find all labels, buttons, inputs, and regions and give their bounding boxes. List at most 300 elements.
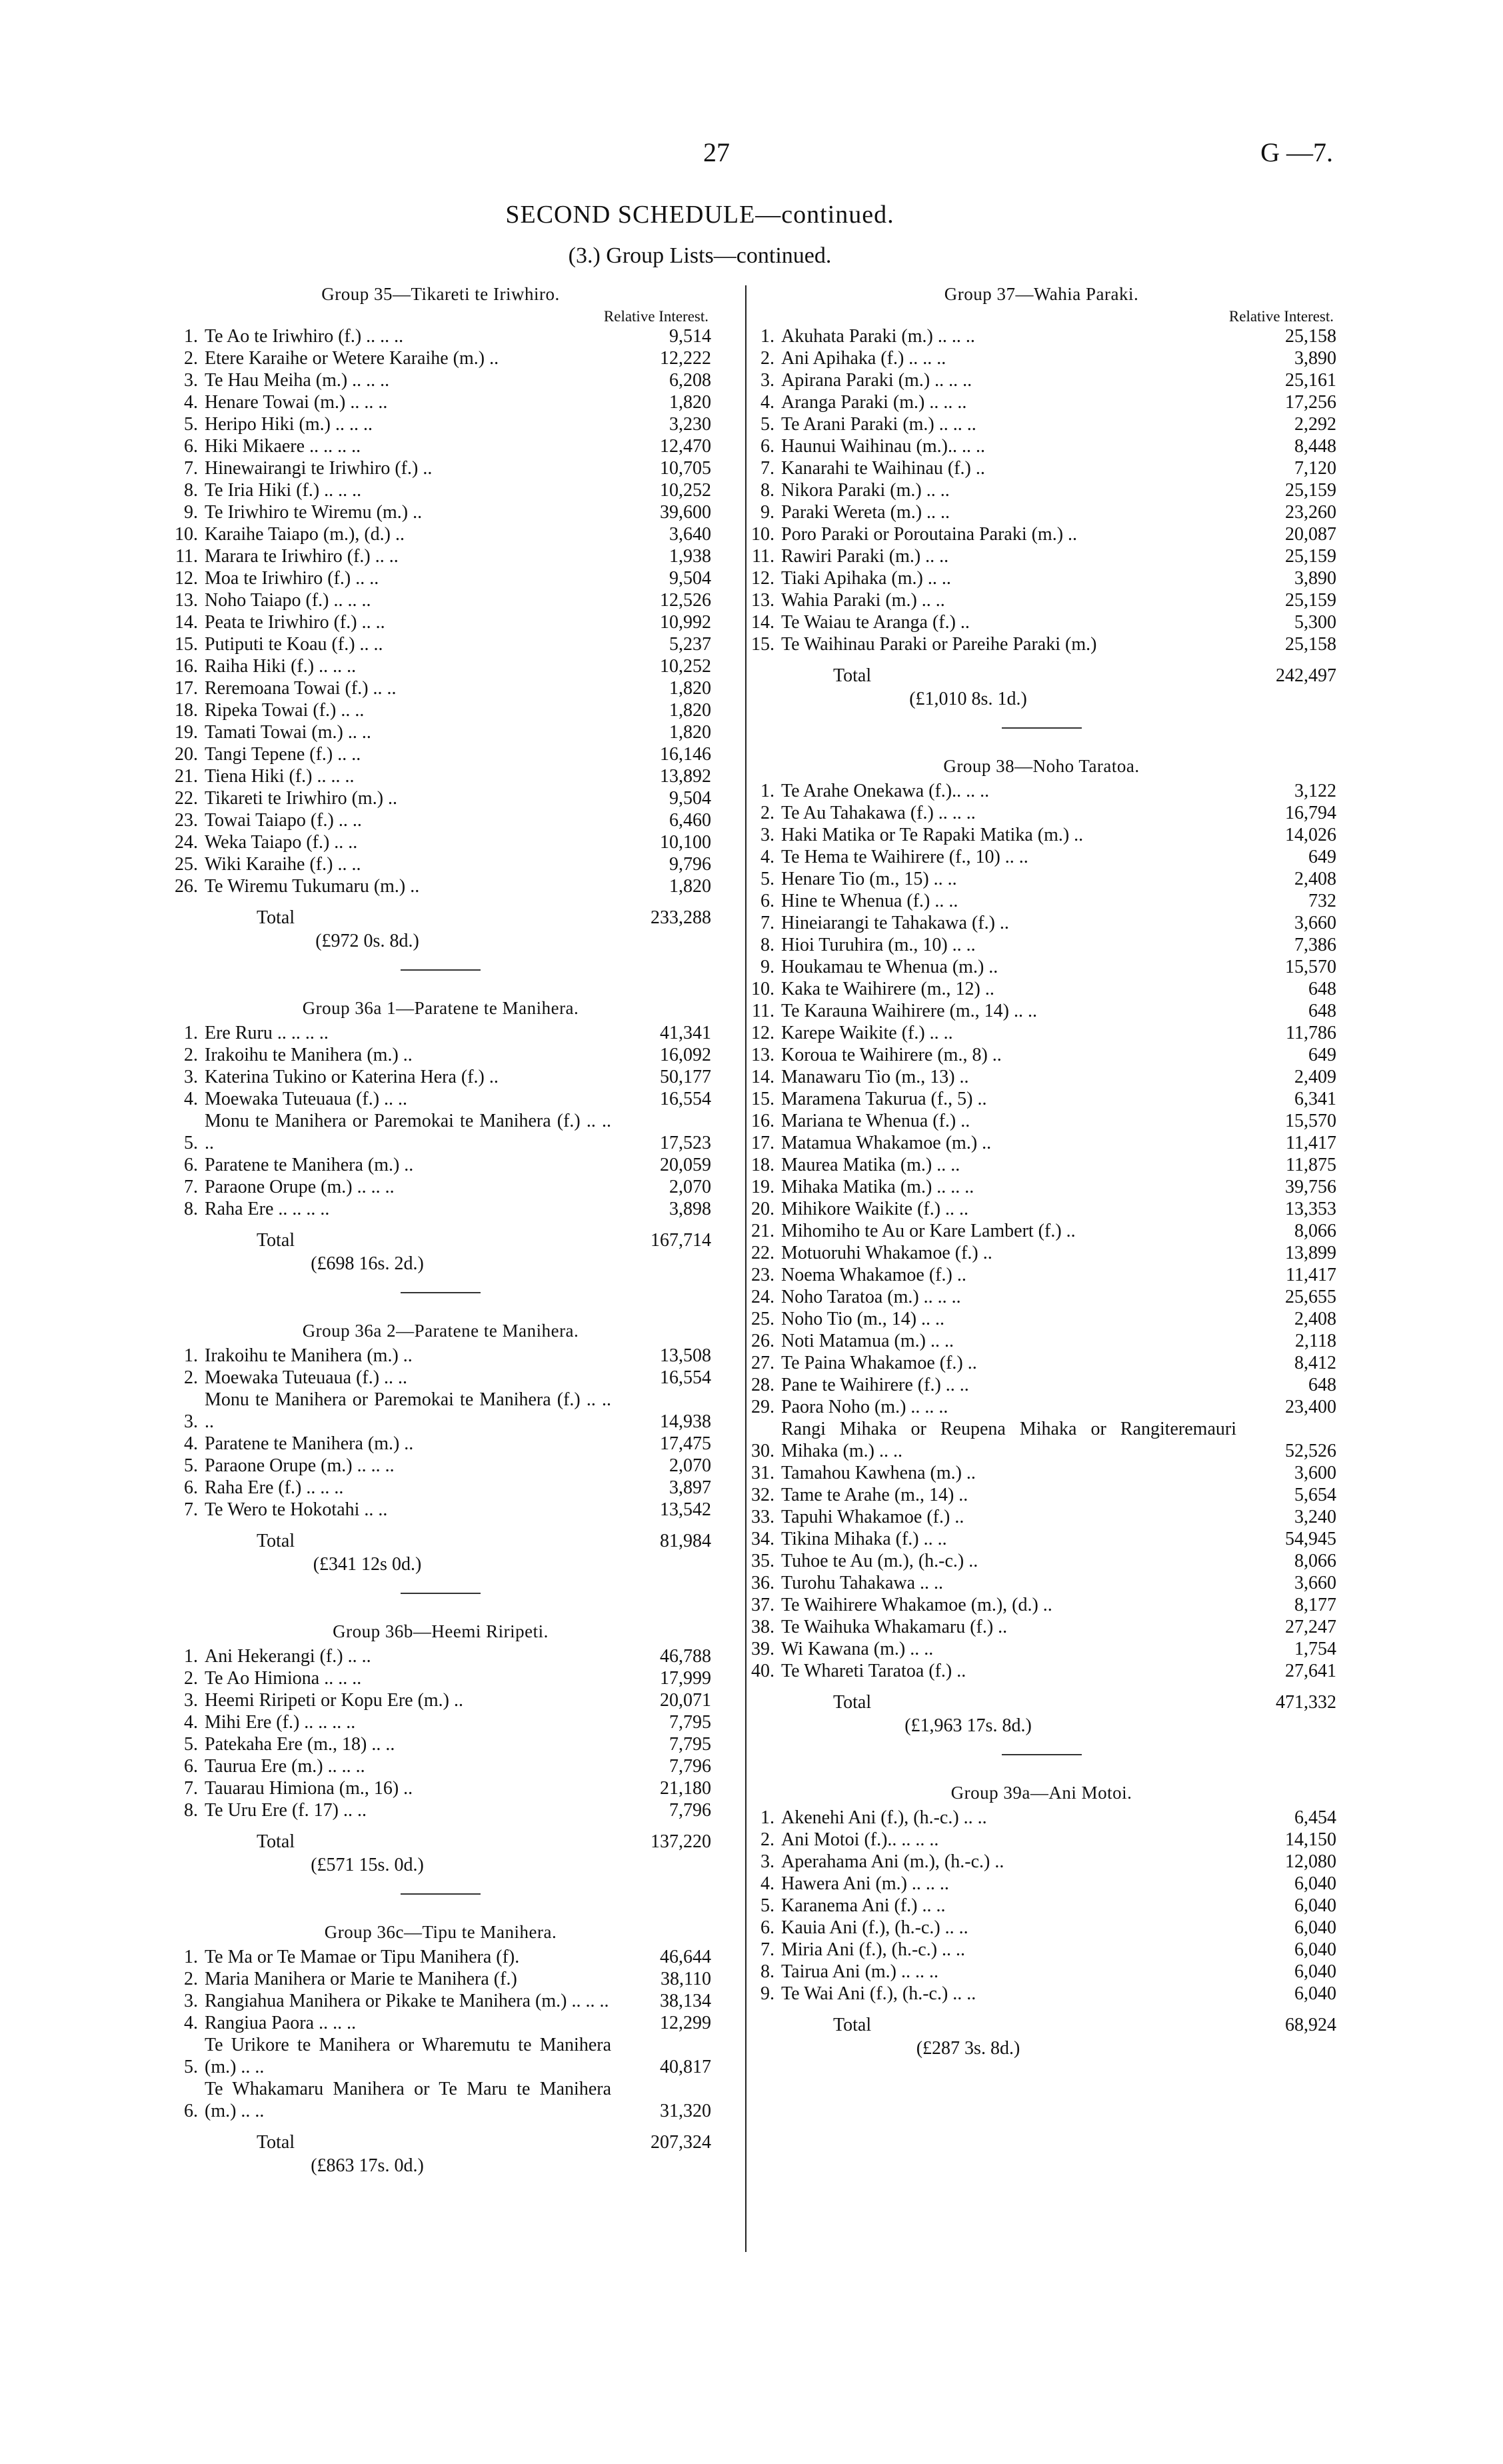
relative-interest-value: 25,159: [1285, 590, 1336, 611]
list-item: [747, 978, 1336, 1000]
member-name: Maria Manihera or Marie te Manihera (f.): [205, 1969, 517, 1989]
member-name: Weka Taiapo (f.) .. ..: [205, 832, 358, 853]
total-value: 233,288: [651, 907, 711, 928]
schedule-title: SECOND SCHEDULE—continued.: [505, 201, 894, 229]
member-name: Patekaha Ere (m., 18) .. ..: [205, 1734, 395, 1755]
item-number: 34.: [751, 1529, 774, 1549]
item-number: 6.: [760, 1917, 774, 1938]
item-number: 6.: [184, 2101, 198, 2121]
item-number: 6.: [184, 1155, 198, 1175]
list-item: [170, 325, 711, 347]
item-number: 13.: [751, 590, 774, 611]
relative-interest-value: 7,796: [669, 1756, 711, 1777]
member-name: Paratene te Manihera (m.) ..: [205, 1433, 414, 1454]
relative-interest-value: 1,754: [1294, 1639, 1336, 1659]
relative-interest-value: 649: [1308, 1045, 1336, 1065]
item-number: 10.: [175, 524, 198, 545]
list-item: [170, 1667, 711, 1689]
item-number: 11.: [752, 546, 774, 567]
group-heading: Group 39a—Ani Motoi.: [950, 1783, 1132, 1803]
group-heading: Group 36b—Heemi Riripeti.: [333, 1621, 549, 1641]
item-number: 25.: [175, 854, 198, 875]
list-item: [747, 1873, 1336, 1895]
relative-interest-value: 7,120: [1294, 458, 1336, 479]
item-number: 7.: [760, 458, 774, 479]
member-name: Te Whareti Taratoa (f.) ..: [781, 1661, 966, 1681]
list-item: [170, 391, 711, 413]
list-item: [170, 589, 711, 611]
relative-interest-value: 8,448: [1294, 436, 1336, 457]
item-number: 23.: [751, 1265, 774, 1285]
total-label: Total: [833, 2015, 872, 2035]
item-number: 8.: [184, 1199, 198, 1219]
total-label: Total: [833, 665, 872, 686]
list-item: [747, 1264, 1336, 1286]
member-name: Tamati Towai (m.) .. ..: [205, 722, 371, 743]
relative-interest-value: 649: [1308, 847, 1336, 867]
list-item: [170, 1367, 711, 1389]
member-name: Poro Paraki or Poroutaina Paraki (m.) ..: [781, 524, 1078, 545]
list-item: [747, 523, 1336, 545]
total-label: Total: [257, 2132, 295, 2153]
item-number: 4.: [760, 392, 774, 413]
total-value: 137,220: [651, 1831, 711, 1852]
list-item: [170, 1110, 711, 1154]
member-name: Moewaka Tuteuaua (f.) .. ..: [205, 1089, 408, 1109]
list-item: [747, 934, 1336, 956]
item-number: 1.: [184, 1646, 198, 1667]
item-number: 3.: [760, 1851, 774, 1872]
member-name: Te Arahe Onekawa (f.).. .. ..: [781, 781, 990, 801]
member-name: Miria Ani (f.), (h.-c.) .. ..: [781, 1939, 966, 1960]
group-total: [170, 907, 711, 929]
item-number: 25.: [751, 1309, 774, 1329]
list-item: [170, 633, 711, 655]
list-item: [170, 853, 711, 875]
member-name: Karepe Waikite (f.) .. ..: [781, 1023, 953, 1043]
item-number: 2.: [184, 1045, 198, 1065]
relative-interest-value: 3,897: [669, 1477, 711, 1498]
item-number: 36.: [751, 1573, 774, 1593]
group-group-37-wahia-paraki: [747, 283, 1336, 710]
member-name: Te Ao Himiona .. .. ..: [205, 1668, 362, 1689]
item-number: 22.: [175, 788, 198, 809]
list-item: [170, 765, 711, 787]
relative-interest-value: 25,158: [1285, 634, 1336, 655]
item-number: 27.: [751, 1353, 774, 1373]
relative-interest-value: 25,655: [1285, 1287, 1336, 1307]
relative-interest-value: 23,400: [1285, 1397, 1336, 1417]
relative-interest-value: 17,999: [660, 1668, 711, 1689]
item-number: 4.: [184, 1712, 198, 1733]
member-name: Paora Noho (m.) .. .. ..: [781, 1397, 948, 1417]
member-name: Towai Taiapo (f.) .. ..: [205, 810, 362, 831]
member-name: Raiha Hiki (f.) .. .. ..: [205, 656, 357, 677]
item-number: 1.: [760, 1807, 774, 1828]
member-name: Rangiua Paora .. .. ..: [205, 2013, 357, 2033]
list-item: [747, 1506, 1336, 1528]
group-group-38-noho-taratoa: [747, 755, 1336, 1737]
item-number: 26.: [175, 876, 198, 897]
item-number: 9.: [184, 502, 198, 523]
relative-interest-value: 6,040: [1294, 1961, 1336, 1982]
list-item: [170, 721, 711, 743]
relative-interest-value: 39,600: [660, 502, 711, 523]
list-item: [747, 1044, 1336, 1066]
item-number: 21.: [751, 1221, 774, 1241]
member-name: Raha Ere .. .. .. ..: [205, 1199, 330, 1219]
item-number: 16.: [751, 1111, 774, 1131]
member-name: Akuhata Paraki (m.) .. .. ..: [781, 326, 975, 347]
list-item: [747, 435, 1336, 457]
relative-interest-value: 10,705: [660, 458, 711, 479]
item-number: 6.: [184, 436, 198, 457]
list-item: [747, 1132, 1336, 1154]
item-number: 8.: [760, 935, 774, 955]
relative-interest-value: 732: [1308, 891, 1336, 911]
item-number: 29.: [751, 1397, 774, 1417]
relative-interest-value: 40,817: [660, 2057, 711, 2077]
item-number: 4.: [184, 1433, 198, 1454]
list-item: [170, 1198, 711, 1220]
relative-interest-heading: Relative Interest.: [1228, 308, 1334, 325]
member-name: Katerina Tukino or Katerina Hera (f.) ..: [205, 1067, 499, 1087]
member-name: Paraone Orupe (m.) .. .. ..: [205, 1177, 395, 1197]
total-value: 81,984: [660, 1531, 711, 1551]
group-total: [170, 2131, 711, 2153]
list-item: [747, 1594, 1336, 1616]
relative-interest-value: 39,756: [1285, 1177, 1336, 1197]
member-name: Noema Whakamoe (f.) ..: [781, 1265, 966, 1285]
member-name: Hiki Mikaere .. .. .. ..: [205, 436, 361, 457]
relative-interest-value: 1,820: [669, 392, 711, 413]
list-item: [170, 523, 711, 545]
list-item: [747, 479, 1336, 501]
member-name: Mihaka Matika (m.) .. .. ..: [781, 1177, 974, 1197]
member-name: Te Waiau te Aranga (f.) ..: [781, 612, 970, 633]
member-name: Hinewairangi te Iriwhiro (f.) ..: [205, 458, 433, 479]
member-name: Noho Tio (m., 14) .. ..: [781, 1309, 945, 1329]
relative-interest-value: 11,417: [1286, 1133, 1336, 1153]
list-item: [747, 912, 1336, 934]
list-item: [747, 501, 1336, 523]
list-item: [170, 413, 711, 435]
relative-interest-value: 17,256: [1285, 392, 1336, 413]
relative-interest-value: 8,412: [1294, 1353, 1336, 1373]
item-number: 11.: [752, 1001, 774, 1021]
item-number: 38.: [751, 1617, 774, 1637]
member-name: Koroua te Waihirere (m., 8) ..: [781, 1045, 1002, 1065]
relative-interest-value: 21,180: [660, 1778, 711, 1799]
list-item: [747, 1418, 1336, 1462]
relative-interest-value: 16,794: [1285, 803, 1336, 823]
item-number: 5.: [760, 414, 774, 435]
member-name: Te Waihirere Whakamoe (m.), (d.) ..: [781, 1595, 1052, 1615]
item-number: 26.: [751, 1331, 774, 1351]
relative-interest-value: 7,795: [669, 1712, 711, 1733]
list-item: [170, 2034, 711, 2078]
list-item: [747, 413, 1336, 435]
member-name: Tauarau Himiona (m., 16) ..: [205, 1778, 413, 1799]
member-name: Te Iria Hiki (f.) .. .. ..: [205, 480, 362, 501]
item-number: 13.: [751, 1045, 774, 1065]
list-item: [170, 1946, 711, 1968]
group-heading: Group 36a 1—Paratene te Manihera.: [302, 998, 579, 1018]
item-number: 1.: [760, 326, 774, 347]
item-number: 4.: [760, 847, 774, 867]
list-item: [170, 1389, 711, 1433]
relative-interest-value: 20,087: [1285, 524, 1336, 545]
member-name: Putiputi te Koau (f.) .. ..: [205, 634, 383, 655]
member-name: Te Iriwhiro te Wiremu (m.) ..: [205, 502, 423, 523]
member-name: Te Wero te Hokotahi .. ..: [205, 1499, 388, 1520]
relative-interest-value: 14,150: [1285, 1829, 1336, 1850]
item-number: 2.: [184, 348, 198, 369]
list-item: [747, 1374, 1336, 1396]
relative-interest-value: 9,514: [669, 326, 711, 347]
member-name: Monu te Manihera or Paremokai te Manihera (f.) .. .. ..: [205, 1389, 611, 1432]
item-number: 1.: [760, 781, 774, 801]
relative-interest-value: 16,092: [660, 1045, 711, 1065]
member-name: Manawaru Tio (m., 13) ..: [781, 1067, 969, 1087]
relative-interest-value: 1,820: [669, 876, 711, 897]
item-number: 2.: [760, 348, 774, 369]
total-value: 68,924: [1285, 2015, 1336, 2035]
relative-interest-value: 23,260: [1285, 502, 1336, 523]
item-number: 24.: [751, 1287, 774, 1307]
member-name: Tiena Hiki (f.) .. .. ..: [205, 766, 355, 787]
member-name: Te Waihuka Whakamaru (f.) ..: [781, 1617, 1008, 1637]
relative-interest-value: 8,177: [1294, 1595, 1336, 1615]
relative-interest-value: 9,796: [669, 854, 711, 875]
relative-interest-value: 1,820: [669, 722, 711, 743]
list-item: [747, 890, 1336, 912]
member-name: Kaka te Waihirere (m., 12) ..: [781, 979, 994, 999]
item-number: 3.: [184, 1690, 198, 1711]
member-name: Motuoruhi Whakamoe (f.) ..: [781, 1243, 992, 1263]
group-group-36a-1-paratene-te-manihera: [170, 997, 711, 1275]
member-name: Noho Taiapo (f.) .. .. ..: [205, 590, 371, 611]
member-name: Nikora Paraki (m.) .. ..: [781, 480, 950, 501]
member-name: Irakoihu te Manihera (m.) ..: [205, 1345, 413, 1366]
member-name: Te Arani Paraki (m.) .. .. ..: [781, 414, 976, 435]
item-number: 5.: [184, 1455, 198, 1476]
relative-interest-value: 1,820: [669, 700, 711, 721]
relative-interest-value: 41,341: [660, 1023, 711, 1043]
list-item: [170, 1345, 711, 1367]
list-item: [170, 567, 711, 589]
list-item: [747, 391, 1336, 413]
member-name: Wahia Paraki (m.) .. ..: [781, 590, 945, 611]
relative-interest-value: 12,470: [660, 436, 711, 457]
member-name: Ani Hekerangi (f.) .. ..: [205, 1646, 371, 1667]
list-item: [747, 1572, 1336, 1594]
item-number: 4.: [184, 1089, 198, 1109]
member-name: Rawiri Paraki (m.) .. ..: [781, 546, 949, 567]
item-number: 5.: [184, 1133, 198, 1153]
item-number: 12.: [175, 568, 198, 589]
member-name: Ripeka Towai (f.) .. ..: [205, 700, 365, 721]
item-number: 10.: [751, 979, 774, 999]
list-item: [747, 1484, 1336, 1506]
item-number: 37.: [751, 1595, 774, 1615]
list-item: [747, 846, 1336, 868]
item-number: 30.: [751, 1441, 774, 1461]
member-name: Hioi Turuhira (m., 10) .. ..: [781, 935, 976, 955]
item-number: 20.: [751, 1199, 774, 1219]
list-item: [747, 1198, 1336, 1220]
member-name: Wi Kawana (m.) .. ..: [781, 1639, 934, 1659]
total-label: Total: [257, 1831, 295, 1852]
member-name: Te Ao te Iriwhiro (f.) .. .. ..: [205, 326, 404, 347]
item-number: 2.: [184, 1668, 198, 1689]
member-name: Kanarahi te Waihinau (f.) ..: [781, 458, 985, 479]
member-name: Tairua Ani (m.) .. .. ..: [781, 1961, 938, 1982]
member-name: Moa te Iriwhiro (f.) .. ..: [205, 568, 379, 589]
item-number: 6.: [760, 891, 774, 911]
list-item: [170, 2078, 711, 2122]
list-item: [170, 699, 711, 721]
item-number: 33.: [751, 1507, 774, 1527]
group-separator: [401, 969, 481, 971]
relative-interest-value: 10,992: [660, 612, 711, 633]
item-number: 2.: [184, 1367, 198, 1388]
list-item: [170, 1433, 711, 1455]
relative-interest-value: 2,070: [669, 1455, 711, 1476]
item-number: 40.: [751, 1661, 774, 1681]
member-name: Mihomiho te Au or Kare Lambert (f.) ..: [781, 1221, 1076, 1241]
list-item: [747, 1939, 1336, 1961]
list-item: [747, 1286, 1336, 1308]
relative-interest-value: 8,066: [1294, 1221, 1336, 1241]
relative-interest-value: 20,071: [660, 1690, 711, 1711]
group-group-39a-ani-motoi: [747, 1782, 1336, 2059]
member-name: Etere Karaihe or Wetere Karaihe (m.) ..: [205, 348, 499, 369]
item-number: 9.: [760, 957, 774, 977]
relative-interest-value: 2,409: [1294, 1067, 1336, 1087]
relative-interest-value: 2,408: [1294, 1309, 1336, 1329]
list-item: [170, 1499, 711, 1521]
member-name: Tangi Tepene (f.) .. ..: [205, 744, 361, 765]
group-group-36a-2-paratene-te-manihera: [170, 1320, 711, 1575]
relative-interest-value: 8,066: [1294, 1551, 1336, 1571]
member-name: Turohu Tahakawa .. ..: [781, 1573, 944, 1593]
list-item: [170, 743, 711, 765]
member-name: Rangi Mihaka or Reupena Mihaka or Rangiteremauri Mihaka (m.) .. ..: [781, 1419, 1236, 1461]
relative-interest-value: 46,788: [660, 1646, 711, 1667]
total-label: Total: [833, 1692, 872, 1713]
relative-interest-value: 25,161: [1285, 370, 1336, 391]
relative-interest-value: 9,504: [669, 788, 711, 809]
relative-interest-value: 6,040: [1294, 1983, 1336, 2004]
item-number: 4.: [184, 2013, 198, 2033]
relative-interest-value: 648: [1308, 1001, 1336, 1021]
relative-interest-value: 12,080: [1285, 1851, 1336, 1872]
item-number: 2.: [184, 1969, 198, 1989]
item-number: 16.: [175, 656, 198, 677]
list-item: [170, 875, 711, 897]
item-number: 5.: [184, 414, 198, 435]
member-name: Rangiahua Manihera or Pikake te Manihera (m.) .. .. ..: [205, 1991, 609, 2011]
member-name: Hine te Whenua (f.) .. ..: [781, 891, 958, 911]
member-name: Te Au Tahakawa (f.) .. .. ..: [781, 803, 976, 823]
item-number: 8.: [760, 1961, 774, 1982]
relative-interest-value: 9,504: [669, 568, 711, 589]
item-number: 3.: [184, 1067, 198, 1087]
item-number: 13.: [175, 590, 198, 611]
item-number: 4.: [760, 1873, 774, 1894]
relative-interest-value: 25,158: [1285, 326, 1336, 347]
item-number: 12.: [751, 1023, 774, 1043]
list-item: [747, 1660, 1336, 1682]
member-name: Te Whakamaru Manihera or Te Maru te Manihera (m.) .. ..: [205, 2079, 611, 2121]
group-total: [170, 1229, 711, 1251]
member-name: Moewaka Tuteuaua (f.) .. ..: [205, 1367, 408, 1388]
relative-interest-value: 6,040: [1294, 1873, 1336, 1894]
member-name: Tapuhi Whakamoe (f.) ..: [781, 1507, 964, 1527]
relative-interest-value: 7,386: [1294, 935, 1336, 955]
relative-interest-value: 3,240: [1294, 1507, 1336, 1527]
list-item: [747, 1330, 1336, 1352]
list-item: [170, 1755, 711, 1777]
member-name: Pane te Waihirere (f.) .. ..: [781, 1375, 969, 1395]
list-item: [170, 1154, 711, 1176]
item-number: 15.: [175, 634, 198, 655]
member-name: Tamahou Kawhena (m.) ..: [781, 1463, 976, 1483]
relative-interest-value: 13,899: [1285, 1243, 1336, 1263]
list-item: [747, 1462, 1336, 1484]
relative-interest-value: 38,134: [660, 1991, 711, 2011]
list-item: [747, 1616, 1336, 1638]
relative-interest-value: 16,554: [660, 1367, 711, 1388]
item-number: 18.: [175, 700, 198, 721]
relative-interest-value: 16,554: [660, 1089, 711, 1109]
list-item: [170, 1689, 711, 1711]
item-number: 3.: [760, 825, 774, 845]
list-item: [747, 1352, 1336, 1374]
item-number: 18.: [751, 1155, 774, 1175]
member-name: Henare Tio (m., 15) .. ..: [781, 869, 957, 889]
group-heading: Group 37—Wahia Paraki.: [944, 284, 1139, 304]
member-name: Te Hau Meiha (m.) .. .. ..: [205, 370, 390, 391]
list-item: [747, 1154, 1336, 1176]
item-number: 6.: [760, 436, 774, 457]
relative-interest-value: 6,040: [1294, 1939, 1336, 1960]
member-name: Karanema Ani (f.) .. ..: [781, 1895, 946, 1916]
list-item: [747, 1022, 1336, 1044]
relative-interest-value: 46,644: [660, 1947, 711, 1967]
relative-interest-value: 14,026: [1285, 825, 1336, 845]
total-label: Total: [257, 1531, 295, 1551]
relative-interest-value: 2,070: [669, 1177, 711, 1197]
group-group-35-tikareti-te-iriwhiro: [170, 283, 711, 952]
relative-interest-value: 15,570: [1285, 1111, 1336, 1131]
page-number: 27: [703, 137, 730, 167]
item-number: 1.: [184, 1947, 198, 1967]
item-number: 14.: [751, 1067, 774, 1087]
group-heading: Group 36c—Tipu te Manihera.: [324, 1922, 557, 1942]
relative-interest-value: 3,660: [1294, 913, 1336, 933]
list-item: [170, 809, 711, 831]
list-item: [170, 347, 711, 369]
list-item: [170, 1022, 711, 1044]
list-item: [170, 1733, 711, 1755]
item-number: 3.: [184, 1991, 198, 2011]
list-item: [747, 1983, 1336, 2005]
list-item: [170, 1968, 711, 1990]
relative-interest-value: 2,292: [1294, 414, 1336, 435]
item-number: 28.: [751, 1375, 774, 1395]
